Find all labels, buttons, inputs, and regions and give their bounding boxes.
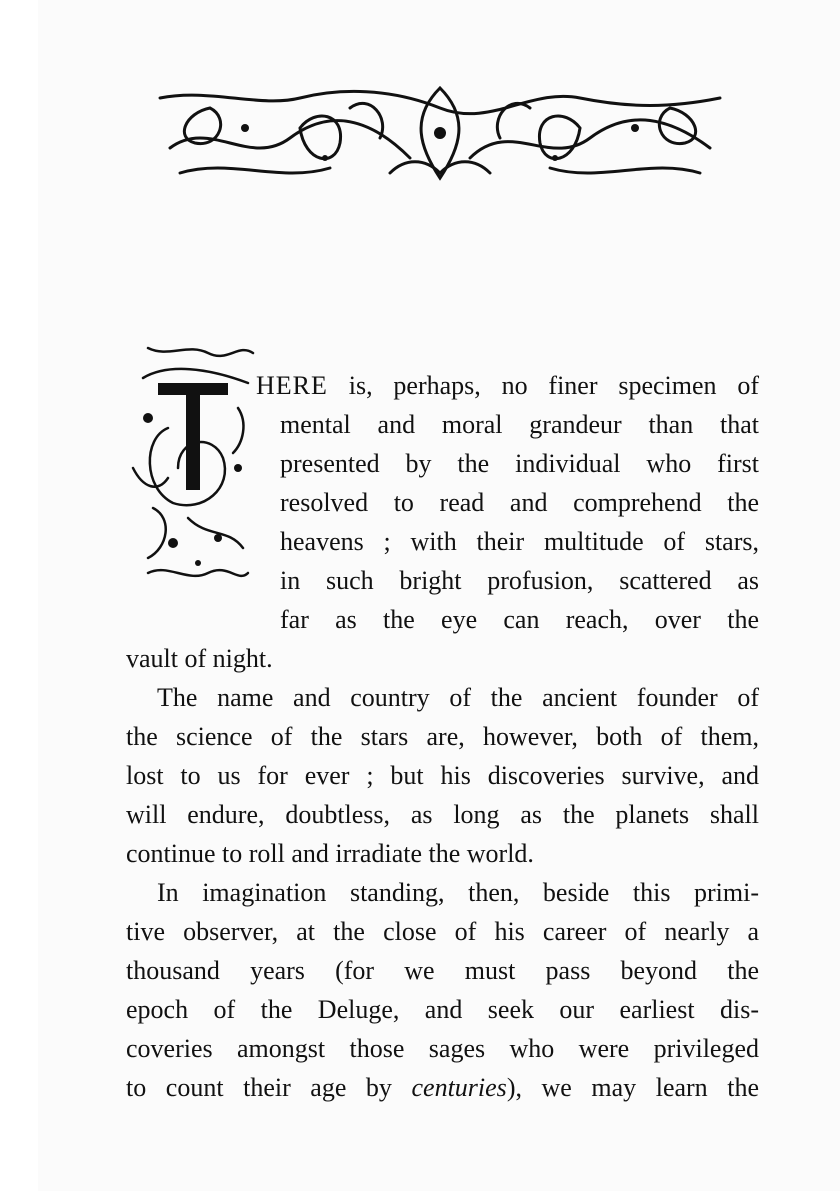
text-line: The name and country of the ancient founder of (157, 683, 759, 712)
italic-word: centuries (411, 1073, 507, 1102)
text-line: In imagination standing, then, beside this primi- (157, 878, 759, 907)
lead-word: HERE (256, 371, 328, 400)
text-line: thousand years (for we must pass beyond the (126, 956, 759, 985)
text-line: far as the eye can reach, over the (280, 605, 759, 634)
floral-headpiece-ornament (150, 78, 730, 190)
text-line: the science of the stars are, however, both of them, (126, 722, 759, 751)
text-line: heavens ; with their multitude of stars, (280, 527, 759, 556)
text-line: in such bright profusion, scattered as (280, 566, 759, 595)
decorated-initial-t-icon (128, 338, 258, 600)
text-line: continue to roll and irradiate the world. (126, 839, 534, 868)
text-line: mental and moral grandeur than that (280, 410, 759, 439)
text-line: will endure, doubtless, as long as the planets shall (126, 800, 759, 829)
text-line: lost to us for ever ; but his discoveries survive, and (126, 761, 759, 790)
text-line: resolved to read and comprehend the (280, 488, 759, 517)
text-line: HERE is, perhaps, no finer specimen of (256, 371, 760, 400)
text-line: coveries amongst those sages who were privileged (126, 1034, 759, 1063)
text-line: to count their age by centuries), we may learn the (126, 1073, 759, 1102)
text-line: vault of night. (126, 644, 273, 673)
text-line: tive observer, at the close of his career of nearly a (126, 917, 759, 946)
text-line: epoch of the Deluge, and seek our earliest dis- (126, 995, 759, 1024)
text-line: presented by the individual who first (280, 449, 759, 478)
